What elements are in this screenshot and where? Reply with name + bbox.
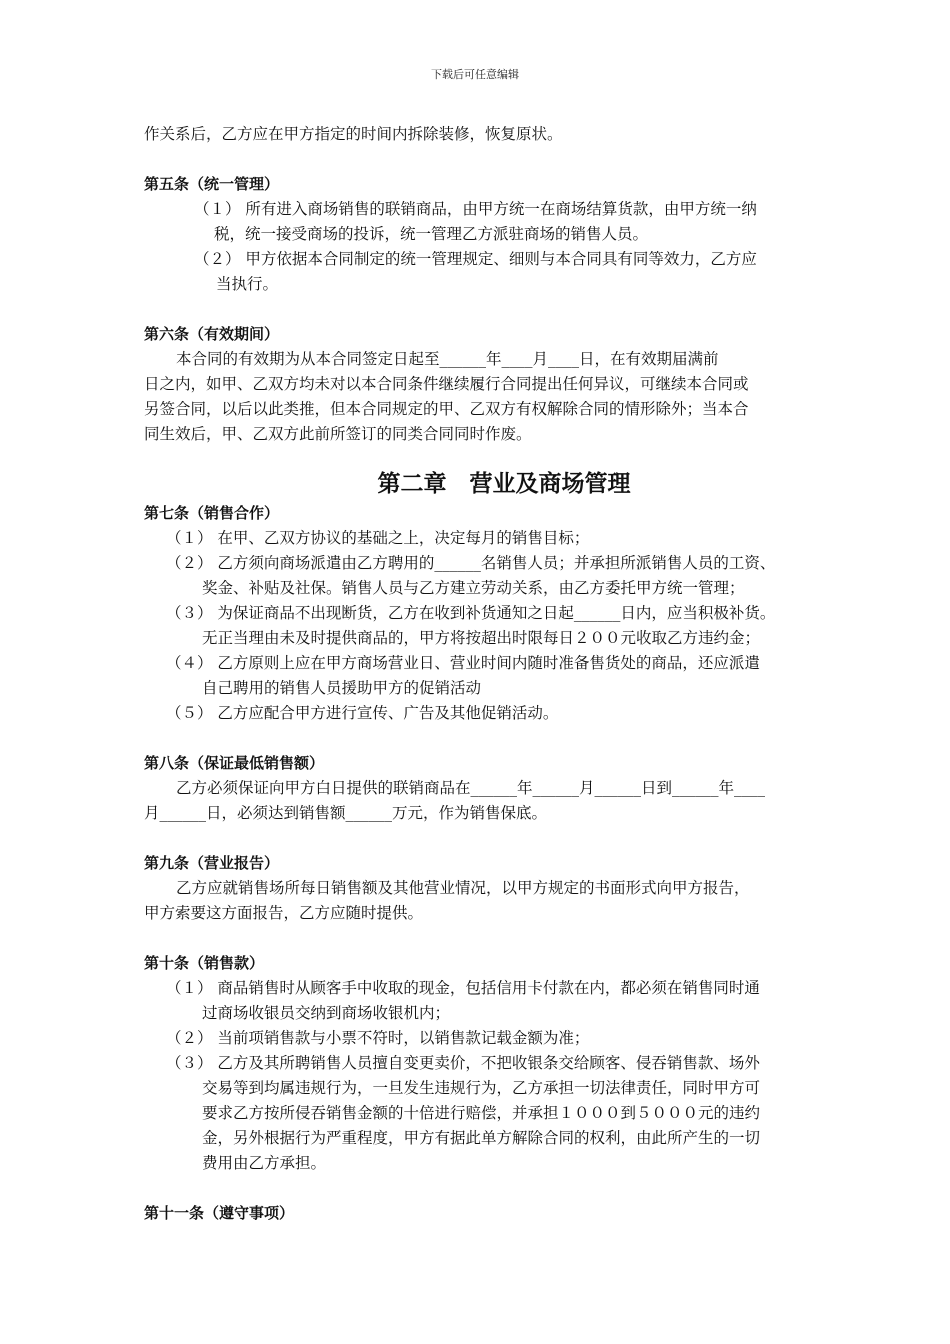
document-body xyxy=(144,122,824,1226)
paragraph-line: 月______日，必须达到销售额______万元，作为销售保底。 xyxy=(144,804,548,822)
list-item-continuation: 自己聘用的销售人员援助甲方的促销活动 xyxy=(202,679,482,697)
article-heading: 第九条（营业报告） xyxy=(144,854,280,872)
list-item: （１） 所有进入商场销售的联销商品，由甲方统一在商场结算货款，由甲方统一纳 xyxy=(194,200,757,218)
paragraph-line: 同生效后，甲、乙双方此前所签订的同类合同同时作废。 xyxy=(144,425,532,443)
list-item-continuation: 当执行。 xyxy=(216,275,279,293)
article-heading: 第七条（销售合作） xyxy=(144,504,280,522)
list-item-continuation: 过商场收银员交纳到商场收银机内； xyxy=(202,1004,451,1022)
list-item-continuation: 金，另外根据行为严重程度，甲方有据此单方解除合同的权利，由此所产生的一切 xyxy=(202,1129,761,1147)
list-item: （４） 乙方原则上应在甲方商场营业日、营业时间内随时准备售货处的商品，还应派遣 xyxy=(166,654,760,672)
list-item-continuation: 要求乙方按所侵吞销售金额的十倍进行赔偿，并承担１０００到５０００元的违约 xyxy=(202,1104,761,1122)
paragraph-line: 日之内，如甲、乙双方均未对以本合同条件继续履行合同提出任何异议，可继续本合同或 xyxy=(144,375,749,393)
list-item-continuation: 交易等到均属违规行为，一旦发生违规行为，乙方承担一切法律责任，同时甲方可 xyxy=(202,1079,761,1097)
list-item: （１） 商品销售时从顾客手中收取的现金，包括信用卡付款在内，都必须在销售同时通 xyxy=(166,979,760,997)
list-item: （３） 乙方及其所聘销售人员擅自变更卖价，不把收银条交给顾客、侵吞销售款、场外 xyxy=(166,1054,760,1072)
page-header: 下载后可任意编辑 xyxy=(431,68,519,81)
article-heading: 第六条（有效期间） xyxy=(144,325,280,343)
paragraph-line: 乙方应就销售场所每日销售额及其他营业情况，以甲方规定的书面形式向甲方报告， xyxy=(176,879,750,897)
paragraph-line: 另签合同，以后以此类推，但本合同规定的甲、乙双方有权解除合同的情形除外；当本合 xyxy=(144,400,749,418)
list-item-continuation: 税，统一接受商场的投诉，统一管理乙方派驻商场的销售人员。 xyxy=(214,225,649,243)
article-heading: 第八条（保证最低销售额） xyxy=(144,754,325,772)
list-item: （２） 当前项销售款与小票不符时，以销售款记载金额为准； xyxy=(166,1029,590,1047)
list-item: （２） 甲方依据本合同制定的统一管理规定、细则与本合同具有同等效力，乙方应 xyxy=(194,250,757,268)
list-item: （１） 在甲、乙双方协议的基础之上，决定每月的销售目标； xyxy=(166,529,590,547)
paragraph-line: 本合同的有效期为从本合同签定日起至______年____月____日，在有效期届满前 xyxy=(176,350,719,368)
paragraph-line: 甲方索要这方面报告，乙方应随时提供。 xyxy=(144,904,424,922)
list-item: （５） 乙方应配合甲方进行宣传、广告及其他促销活动。 xyxy=(166,704,559,722)
article-heading: 第五条（统一管理） xyxy=(144,175,280,193)
article-heading: 第十一条（遵守事项） xyxy=(144,1204,295,1222)
paragraph-line: 乙方必须保证向甲方白日提供的联销商品在______年______月______日到______年____ xyxy=(176,779,766,797)
list-item: （２） 乙方须向商场派遣由乙方聘用的______名销售人员；并承担所派销售人员的工资、 xyxy=(166,554,776,572)
chapter-title: 第二章 营业及商场管理 xyxy=(377,471,631,497)
paragraph-line: 作关系后，乙方应在甲方指定的时间内拆除装修，恢复原状。 xyxy=(144,125,563,143)
list-item: （３） 为保证商品不出现断货，乙方在收到补货通知之日起______日内，应当积极补货。 xyxy=(166,604,776,622)
list-item-continuation: 无正当理由未及时提供商品的，甲方将按超出时限每日２００元收取乙方违约金； xyxy=(202,629,761,647)
list-item-continuation: 费用由乙方承担。 xyxy=(202,1154,327,1172)
article-heading: 第十条（销售款） xyxy=(144,954,265,972)
list-item-continuation: 奖金、补贴及社保。销售人员与乙方建立劳动关系，由乙方委托甲方统一管理； xyxy=(202,579,745,597)
